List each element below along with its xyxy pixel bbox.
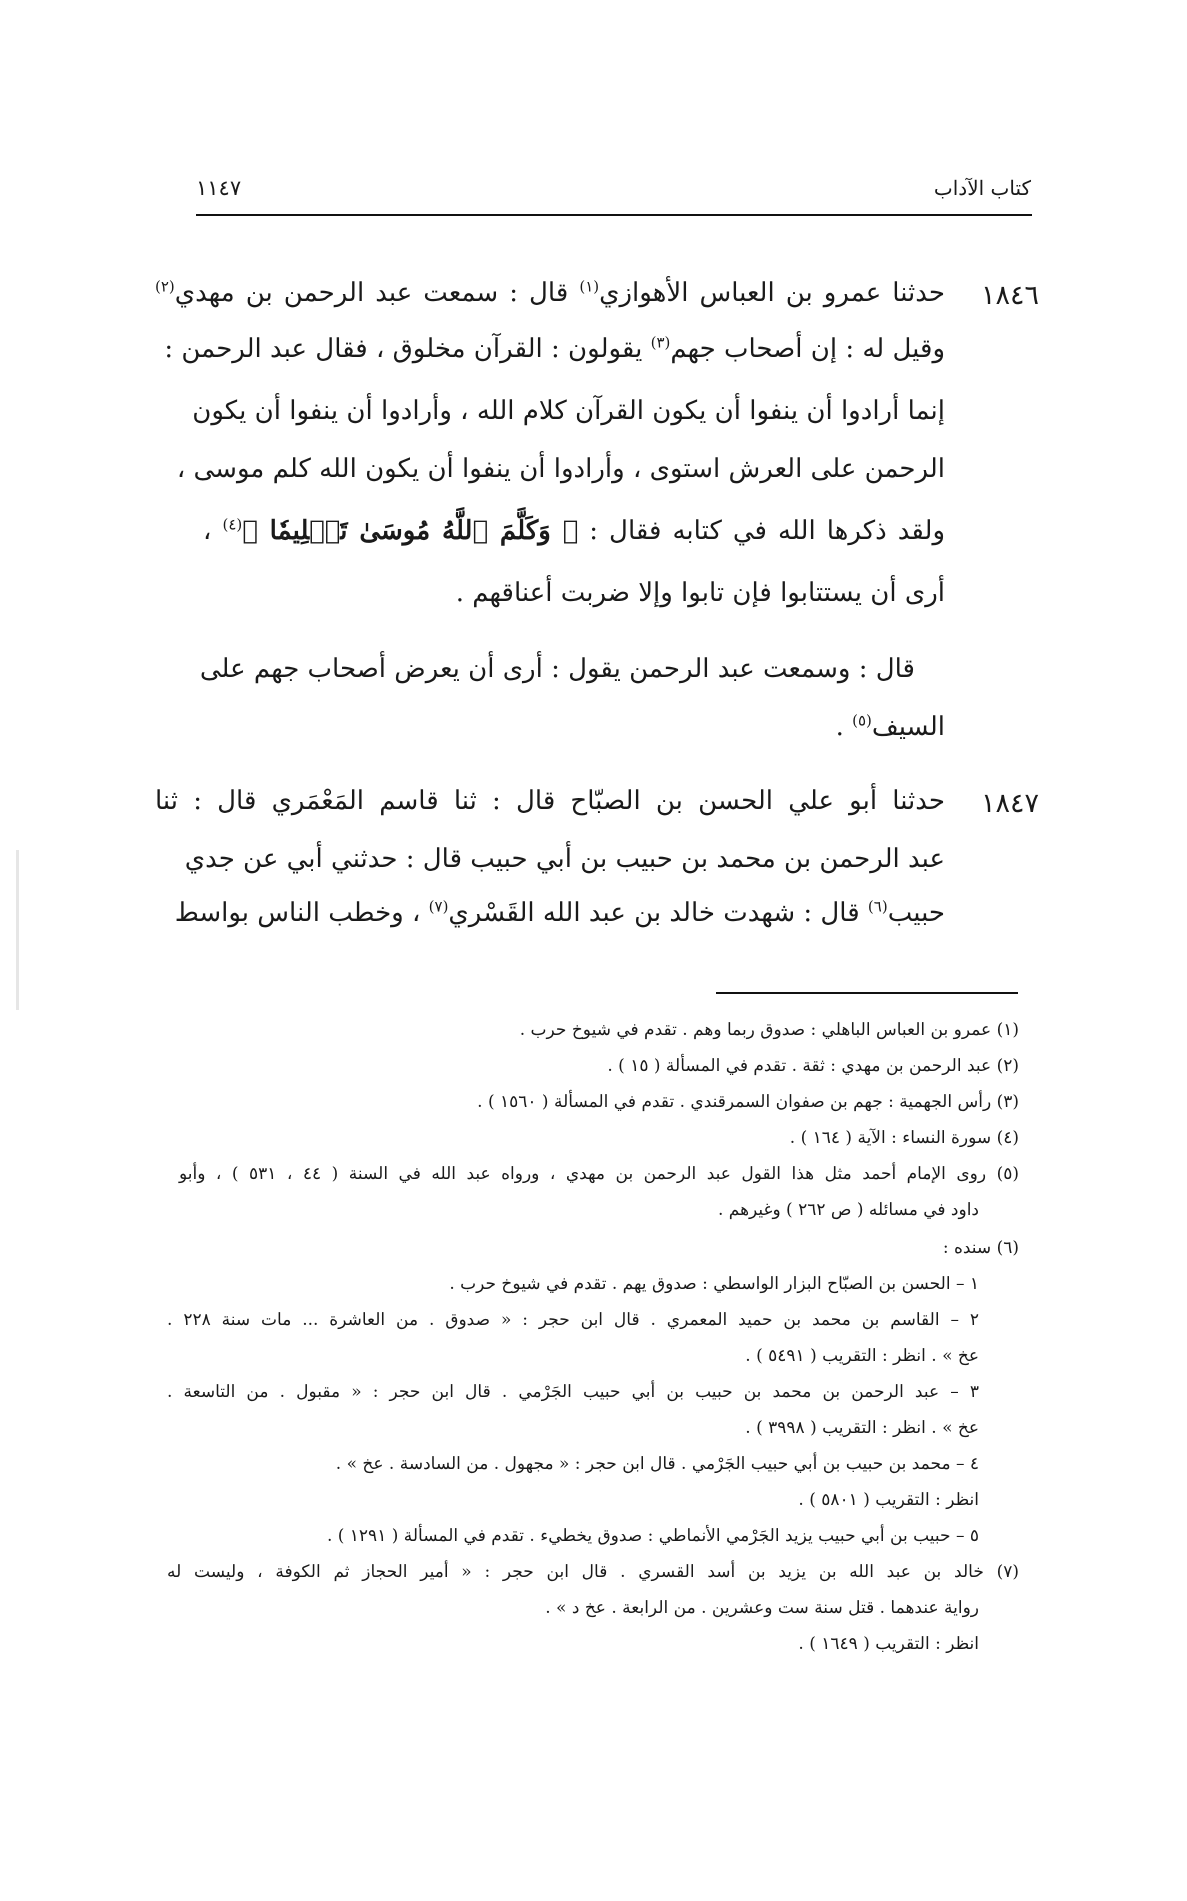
- footnote: عخ » . انظر : التقريب ( ٥٤٩١ ) .: [745, 1346, 979, 1366]
- footnote: (٢) عبد الرحمن بن مهدي : ثقة . تقدم في المسألة ( ١٥ ) .: [607, 1056, 1019, 1076]
- entry-text-line: الرحمن على العرش استوى ، وأرادوا أن ينفوا أن يكون الله كلم موسى ،: [176, 454, 945, 484]
- footnote-marker: (٧): [428, 897, 449, 916]
- footnote: ٥ – حبيب بن أبي حبيب يزيد الجَرْمي الأنماطي : صدوق يخطيء . تقدم في المسألة ( ١٢٩١ ) .: [326, 1526, 979, 1546]
- footnote: عخ » . انظر : التقريب ( ٣٩٩٨ ) .: [745, 1418, 979, 1438]
- entry-text-line: ولقد ذكرها الله في كتابه فقال : ﴿ وَكَلَّمَ ٱللَّهُ مُوسَىٰ تَكۡلِيمٗا ﴾$^{(٤)}$ ،: [203, 515, 946, 546]
- footnote-marker: (٥): [852, 711, 872, 730]
- footnote: داود في مسائله ( ص ٢٦٢ ) وغيرهم .: [717, 1200, 979, 1220]
- footnote: (٤) سورة النساء : الآية ( ١٦٤ ) .: [789, 1128, 1019, 1148]
- footnote: ٤ – محمد بن حبيب بن أبي حبيب الجَرْمي . قال ابن حجر : « مجهول . من السادسة . عخ » .: [335, 1454, 979, 1474]
- entry-text-line: السيف$^{(٥)}$ .: [835, 711, 945, 742]
- footnote: ١ – الحسن بن الصبّاح البزار الواسطي : صدوق يهم . تقدم في شيوخ حرب .: [449, 1274, 979, 1294]
- header-rule: [196, 214, 1032, 216]
- quran-verse: ﴿ وَكَلَّمَ ٱللَّهُ مُوسَىٰ تَكۡلِيمٗا ﴾: [242, 516, 579, 546]
- entry-text-line: حبيب$^{(٦)}$ قال : شهدت خالد بن عبد الله القَسْري$^{(٧)}$ ، وخطب الناس بواسط: [174, 897, 945, 928]
- footnote: انظر : التقريب ( ٥٨٠١ ) .: [798, 1490, 979, 1510]
- footnote: (٥) روى الإمام أحمد مثل هذا القول عبد الرحمن بن مهدي ، ورواه عبد الله في السنة ( ٤٤ ، ٥٣١ ) ، وأبو: [179, 1164, 1019, 1184]
- footnote: (١) عمرو بن العباس الباهلي : صدوق ربما وهم . تقدم في شيوخ حرب .: [519, 1020, 1019, 1040]
- footnote-marker: (٣): [650, 333, 671, 352]
- entry-text-line: حدثنا أبو علي الحسن بن الصبّاح قال : ثنا قاسم المَعْمَري قال : ثنا: [155, 786, 945, 816]
- entry-text-line: أرى أن يستتابوا فإن تابوا وإلا ضربت أعناقهم .: [455, 578, 945, 608]
- footnote-marker: (٢): [155, 277, 175, 296]
- footnote: (٣) رأس الجهمية : جهم بن صفوان السمرقندي . تقدم في المسألة ( ١٥٦٠ ) .: [477, 1092, 1019, 1112]
- entry-text-line: قال : وسمعت عبد الرحمن يقول : أرى أن يعرض أصحاب جهم على: [199, 654, 915, 684]
- footnote: (٦) سنده :: [942, 1238, 1019, 1258]
- entry-number: ١٨٤٦: [980, 280, 1039, 311]
- footnote: انظر : التقريب ( ١٦٤٩ ) .: [798, 1634, 979, 1654]
- footnote-marker: (١): [579, 277, 600, 296]
- footnote: ٢ – القاسم بن محمد بن حميد المعمري . قال ابن حجر : « صدوق . من العاشرة ... مات سنة ٢٢٨ .: [167, 1310, 979, 1330]
- footnote: ٣ – عبد الرحمن بن محمد بن حبيب بن أبي حبيب الجَرْمي . قال ابن حجر : « مقبول . من التاسعة .: [167, 1382, 979, 1402]
- footnote: (٧) خالد بن عبد الله بن يزيد بن أسد القسري . قال ابن حجر : « أمير الحجاز ثم الكوفة ، وليست له: [167, 1562, 1019, 1582]
- entry-text-line: إنما أرادوا أن ينفوا أن يكون القرآن كلام الله ، وأرادوا أن ينفوا أن يكون: [192, 396, 945, 426]
- scan-margin-mark: [16, 850, 19, 1010]
- page-number: ١١٤٧: [196, 176, 242, 200]
- entry-text-line: حدثنا عمرو بن العباس الأهوازي$^{(١)}$ قال : سمعت عبد الرحمن بن مهدي$^{(٢)}$: [155, 277, 946, 308]
- entry-text-line: وقيل له : إن أصحاب جهم$^{(٣)}$ يقولون : القرآن مخلوق ، فقال عبد الرحمن :: [164, 333, 945, 364]
- footnote-marker: (٤): [222, 515, 243, 534]
- entry-text-line: عبد الرحمن بن محمد بن حبيب بن أبي حبيب قال : حدثني أبي عن جدي: [184, 844, 945, 874]
- footnote: رواية عندهما . قتل سنة ست وعشرين . من الرابعة . عخ د » .: [545, 1598, 979, 1618]
- entry-number: ١٨٤٧: [980, 788, 1039, 819]
- footnote-separator: [716, 992, 1018, 994]
- running-header-title: كتاب الآداب: [933, 176, 1031, 200]
- footnote-marker: (٦): [867, 897, 888, 916]
